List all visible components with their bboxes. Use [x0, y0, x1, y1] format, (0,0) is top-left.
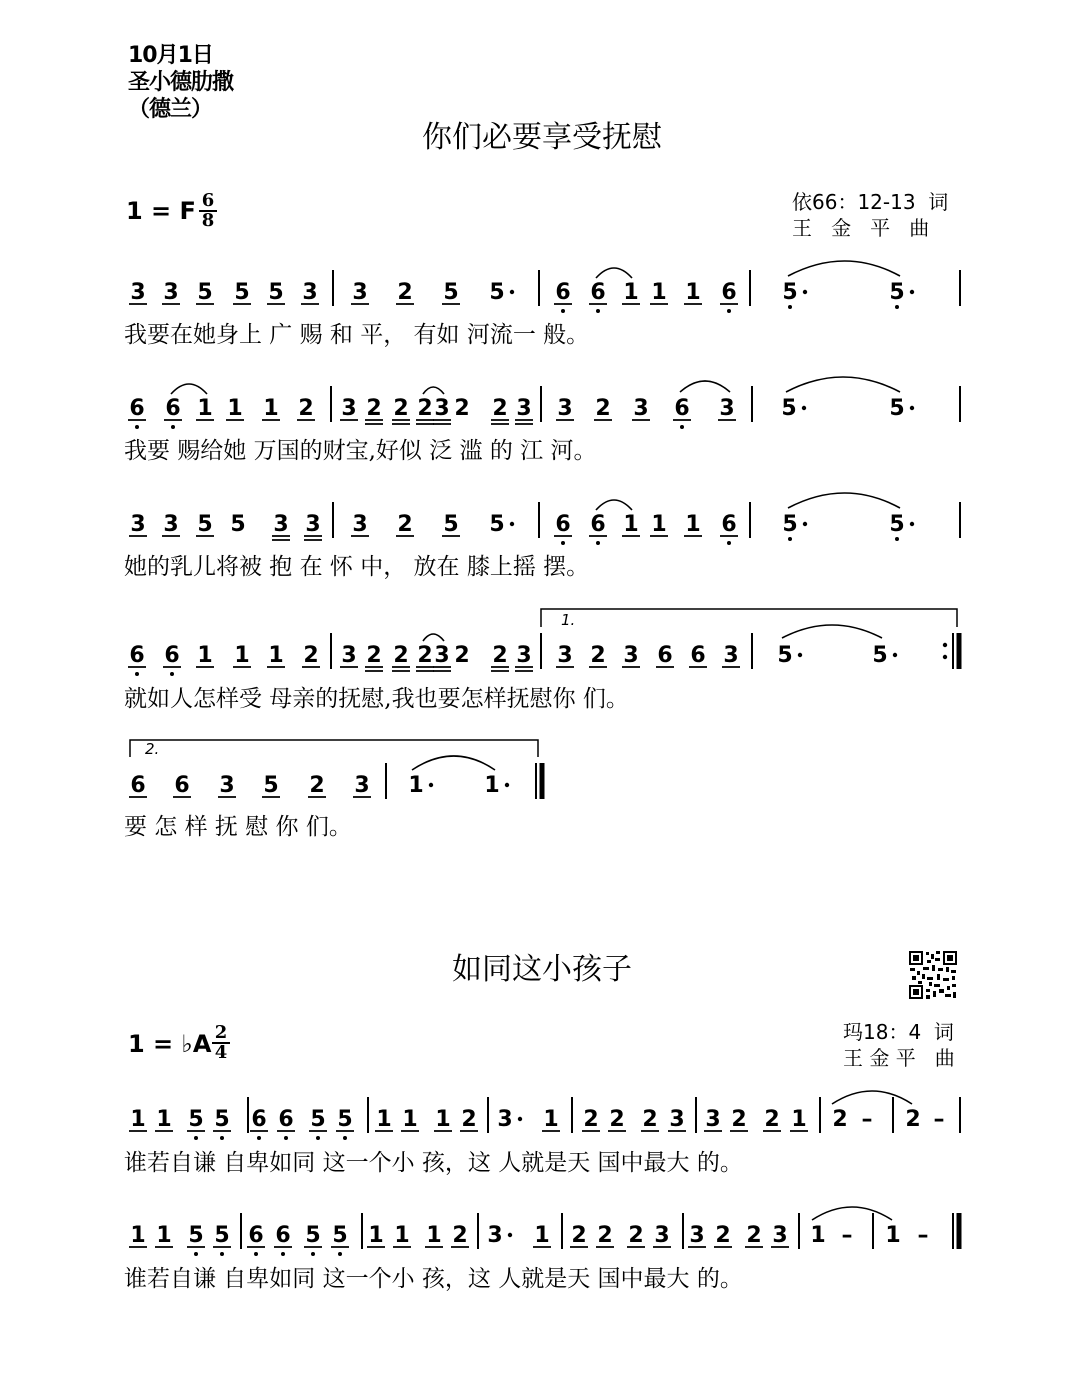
low-octave-dot — [680, 425, 684, 429]
note: 5 — [197, 280, 213, 305]
augmentation-dot — [803, 290, 807, 294]
note: 5 — [489, 280, 505, 305]
song-1-composer: 王 金 平 曲 — [792, 216, 930, 240]
note: 1 — [435, 1107, 451, 1132]
note: 5 — [305, 1223, 321, 1248]
note: 6 — [251, 1107, 267, 1132]
note: 5 — [310, 1107, 326, 1132]
song-1-title: 你们必要享受抚慰 — [422, 120, 662, 155]
note: 6 — [278, 1107, 294, 1132]
note: 1 — [402, 1107, 418, 1132]
augmentation-dot — [505, 783, 509, 787]
tie — [788, 493, 900, 508]
note: 5 — [889, 280, 905, 305]
note: 1 — [227, 396, 243, 421]
note: 1 — [685, 280, 701, 305]
note: 2 — [452, 1223, 468, 1248]
note: 3 — [130, 512, 146, 537]
note: 6 — [721, 280, 737, 305]
note: 3 — [487, 1223, 503, 1248]
volta-bracket-1 — [541, 609, 957, 627]
note: 2 — [731, 1107, 747, 1132]
note: 1 — [197, 396, 213, 421]
note: 1 — [534, 1223, 550, 1248]
slur — [596, 500, 632, 510]
note: 5 — [777, 643, 793, 668]
volta-bracket-2 — [130, 740, 538, 757]
note: 2 — [303, 643, 319, 668]
low-octave-dot — [257, 1136, 261, 1140]
note: 2 — [492, 643, 508, 668]
note: 5 — [332, 1223, 348, 1248]
note: 2 — [583, 1107, 599, 1132]
note: 6 — [275, 1223, 291, 1248]
note: 5 — [872, 643, 888, 668]
volta-2-label: 2. — [145, 740, 160, 758]
note: 5 — [268, 280, 284, 305]
final-barline — [536, 763, 542, 799]
note: 6 — [590, 280, 606, 305]
song-2-title: 如同这小孩子 — [452, 952, 632, 987]
note: 3 — [557, 643, 573, 668]
note: 5 — [197, 512, 213, 537]
low-octave-dot — [311, 1252, 315, 1256]
song-1-lyricist: 依66：12-13 词 — [792, 190, 949, 214]
note: – — [933, 1107, 945, 1132]
note: 2 — [597, 1223, 613, 1248]
low-octave-dot — [284, 1136, 288, 1140]
low-octave-dot — [170, 672, 174, 676]
note: 2 — [397, 512, 413, 537]
note: 5 — [781, 396, 797, 421]
note: 3 — [352, 280, 368, 305]
augmentation-dot — [802, 406, 806, 410]
note: 2 — [764, 1107, 780, 1132]
note: 3 — [516, 396, 532, 421]
augmentation-dot — [510, 522, 514, 526]
note: 6 — [555, 512, 571, 537]
note: 6 — [555, 280, 571, 305]
slur — [423, 634, 444, 641]
note: 6 — [129, 396, 145, 421]
low-octave-dot — [220, 1252, 224, 1256]
note: 1 — [651, 512, 667, 537]
lyric-line: 我要 赐给她 万国的财宝,好似 泛 滥 的 江 河。 — [124, 438, 597, 464]
low-octave-dot — [596, 309, 600, 313]
note: 6 — [164, 643, 180, 668]
slur — [171, 384, 207, 394]
note: 1 — [408, 773, 424, 798]
augmentation-dot — [429, 783, 433, 787]
note: 2 — [397, 280, 413, 305]
low-octave-dot — [194, 1252, 198, 1256]
date-label: 10月1日 — [128, 43, 213, 68]
note: 2 — [417, 396, 433, 421]
note: 2 — [454, 643, 470, 668]
note: 1 — [885, 1223, 901, 1248]
note: 1 — [685, 512, 701, 537]
note: 5 — [889, 396, 905, 421]
low-octave-dot — [171, 425, 175, 429]
feast-label: 圣小德肋撒 — [128, 70, 234, 95]
tie — [782, 625, 882, 638]
note: 3 — [705, 1107, 721, 1132]
note: 2 — [417, 643, 433, 668]
note: 1 — [810, 1223, 826, 1248]
note: 2 — [309, 773, 325, 798]
note: 2 — [832, 1107, 848, 1132]
note: 1 — [130, 1223, 146, 1248]
low-octave-dot — [596, 541, 600, 545]
song-2-lyricist: 玛18：4 词 — [843, 1020, 954, 1044]
note: 5 — [188, 1107, 204, 1132]
note: 1 — [234, 643, 250, 668]
volta-1-label: 1. — [561, 611, 576, 629]
note: 1 — [426, 1223, 442, 1248]
note: 1 — [623, 280, 639, 305]
low-octave-dot — [561, 309, 565, 313]
low-octave-dot — [561, 541, 565, 545]
note: 5 — [263, 773, 279, 798]
note: 2 — [393, 643, 409, 668]
note: 5 — [489, 512, 505, 537]
low-octave-dot — [788, 537, 792, 541]
song-1-key: 1 = F — [126, 197, 196, 225]
low-octave-dot — [338, 1252, 342, 1256]
note: 1 — [376, 1107, 392, 1132]
note: 3 — [669, 1107, 685, 1132]
note: 3 — [719, 396, 735, 421]
note: 3 — [354, 773, 370, 798]
time-denominator: 4 — [214, 1042, 228, 1063]
note: 3 — [352, 512, 368, 537]
note: 1 — [368, 1223, 384, 1248]
time-denominator: 8 — [201, 210, 215, 231]
tie — [786, 377, 900, 392]
note: 1 — [543, 1107, 559, 1132]
augmentation-dot — [518, 1117, 522, 1121]
augmentation-dot — [803, 522, 807, 526]
note: 3 — [516, 643, 532, 668]
low-octave-dot — [135, 425, 139, 429]
note: 5 — [234, 280, 250, 305]
note: 5 — [443, 280, 459, 305]
slur — [596, 268, 632, 278]
note: 5 — [889, 512, 905, 537]
low-octave-dot — [281, 1252, 285, 1256]
note: 3 — [497, 1107, 513, 1132]
note: 2 — [590, 643, 606, 668]
note: 2 — [393, 396, 409, 421]
lyric-line: 谁若自谦 自卑如同 这一个小 孩，这 人就是天 国中最大 的。 — [124, 1150, 743, 1176]
slur — [423, 387, 444, 394]
feast-note: （德兰） — [128, 97, 213, 122]
note: 1 — [156, 1107, 172, 1132]
note: 5 — [443, 512, 459, 537]
note: 3 — [341, 643, 357, 668]
tie — [812, 1207, 892, 1220]
note: 1 — [197, 643, 213, 668]
low-octave-dot — [220, 1136, 224, 1140]
note: 2 — [746, 1223, 762, 1248]
note: 3 — [341, 396, 357, 421]
note: 3 — [163, 280, 179, 305]
note: 5 — [782, 280, 798, 305]
note: 3 — [557, 396, 573, 421]
lyric-line: 她的乳儿将被 抱 在 怀 中， 放在 膝上摇 摆。 — [124, 554, 590, 580]
note: 1 — [791, 1107, 807, 1132]
note: 3 — [633, 396, 649, 421]
note: 6 — [721, 512, 737, 537]
note: 2 — [571, 1223, 587, 1248]
note: – — [861, 1107, 873, 1132]
note: 6 — [165, 396, 181, 421]
augmentation-dot — [893, 653, 897, 657]
note: 2 — [642, 1107, 658, 1132]
note: 1 — [130, 1107, 146, 1132]
note: 5 — [782, 512, 798, 537]
note: 2 — [595, 396, 611, 421]
low-octave-dot — [727, 541, 731, 545]
note: 3 — [689, 1223, 705, 1248]
note: 6 — [129, 643, 145, 668]
note: 2 — [454, 396, 470, 421]
lyric-line: 谁若自谦 自卑如同 这一个小 孩，这 人就是天 国中最大 的。 — [124, 1266, 743, 1292]
note: 3 — [434, 643, 450, 668]
note: 5 — [337, 1107, 353, 1132]
note: 1 — [484, 773, 500, 798]
note: 1 — [156, 1223, 172, 1248]
low-octave-dot — [727, 309, 731, 313]
tie — [412, 756, 495, 770]
repeat-end-barline — [943, 633, 959, 669]
note: 5 — [230, 512, 246, 537]
final-barline — [953, 1213, 959, 1249]
lyric-line: 要 怎 样 抚 慰 你 们。 — [124, 814, 352, 840]
note: 6 — [590, 512, 606, 537]
augmentation-dot — [910, 406, 914, 410]
note: 2 — [492, 396, 508, 421]
lyric-line: 我要在她身上 广 赐 和 平， 有如 河流一 般。 — [124, 322, 590, 348]
note: 1 — [394, 1223, 410, 1248]
low-octave-dot — [788, 305, 792, 309]
low-octave-dot — [135, 672, 139, 676]
note: 2 — [628, 1223, 644, 1248]
low-octave-dot — [343, 1136, 347, 1140]
note: 3 — [273, 512, 289, 537]
low-octave-dot — [316, 1136, 320, 1140]
augmentation-dot — [910, 290, 914, 294]
note: 3 — [305, 512, 321, 537]
note: 5 — [214, 1107, 230, 1132]
augmentation-dot — [798, 653, 802, 657]
note: 6 — [674, 396, 690, 421]
note: 3 — [434, 396, 450, 421]
note: 2 — [366, 396, 382, 421]
tie — [832, 1091, 912, 1104]
note: 3 — [623, 643, 639, 668]
note: 3 — [163, 512, 179, 537]
song-2-key: 1 = ♭A — [128, 1030, 212, 1058]
low-octave-dot — [895, 305, 899, 309]
note: – — [841, 1223, 853, 1248]
note: 3 — [772, 1223, 788, 1248]
augmentation-dot — [910, 522, 914, 526]
note: 3 — [219, 773, 235, 798]
low-octave-dot — [194, 1136, 198, 1140]
low-octave-dot — [895, 537, 899, 541]
slur — [680, 381, 730, 392]
low-octave-dot — [254, 1252, 258, 1256]
note: 3 — [302, 280, 318, 305]
note: 3 — [130, 280, 146, 305]
lyric-line: 就如人怎样受 母亲的抚慰,我也要怎样抚慰你 们。 — [124, 686, 629, 712]
note: 2 — [366, 643, 382, 668]
note: 3 — [723, 643, 739, 668]
note: 6 — [130, 773, 146, 798]
note: – — [917, 1223, 929, 1248]
time-numerator: 6 — [201, 190, 215, 211]
note: 2 — [715, 1223, 731, 1248]
note: 2 — [905, 1107, 921, 1132]
note: 6 — [657, 643, 673, 668]
note: 6 — [248, 1223, 264, 1248]
note: 1 — [651, 280, 667, 305]
note: 1 — [268, 643, 284, 668]
augmentation-dot — [508, 1233, 512, 1237]
note: 1 — [623, 512, 639, 537]
note: 2 — [461, 1107, 477, 1132]
song-2-composer: 王 金 平 曲 — [843, 1046, 955, 1070]
note: 3 — [654, 1223, 670, 1248]
note: 6 — [174, 773, 190, 798]
note: 1 — [263, 396, 279, 421]
note: 6 — [690, 643, 706, 668]
tie — [788, 261, 900, 276]
note: 5 — [188, 1223, 204, 1248]
note: 5 — [214, 1223, 230, 1248]
note: 2 — [609, 1107, 625, 1132]
note: 2 — [298, 396, 314, 421]
augmentation-dot — [510, 290, 514, 294]
time-numerator: 2 — [214, 1022, 228, 1043]
